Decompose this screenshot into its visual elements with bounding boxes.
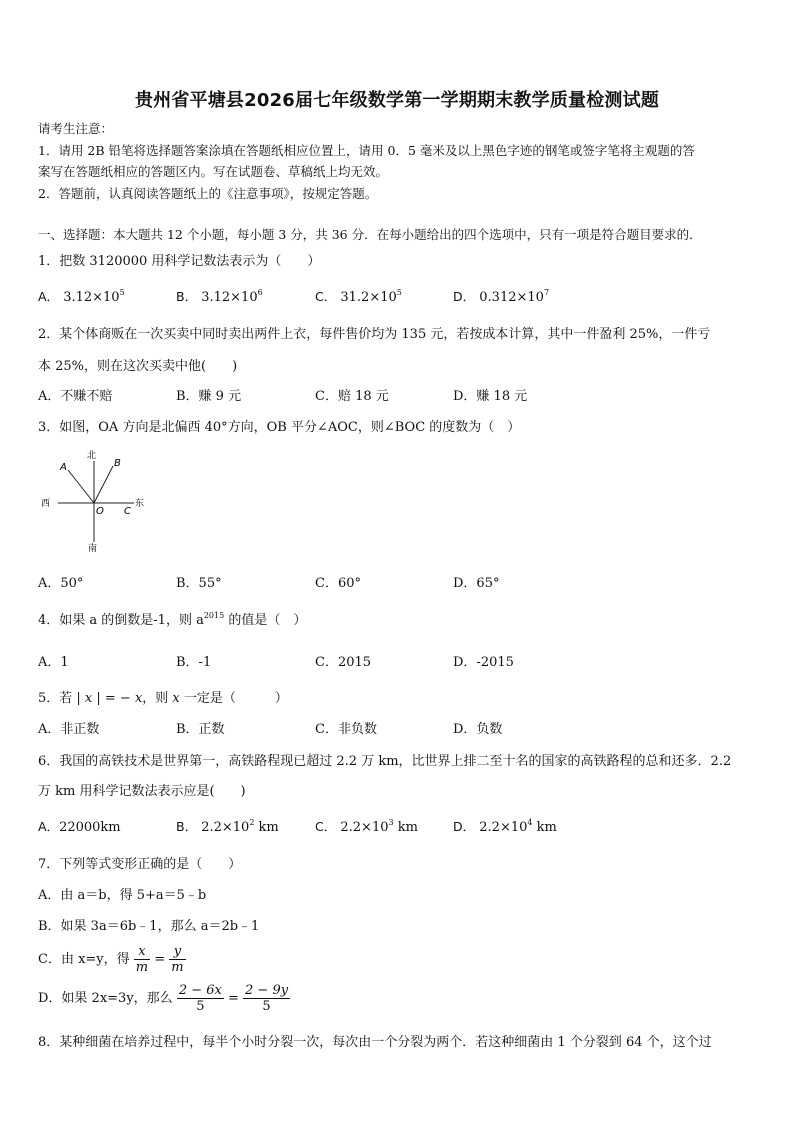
question-3-option-d: D．65° <box>453 576 500 591</box>
notice-item-1-line-1: 1．请用 2B 铅笔将选择题答案涂填在答题纸相应位置上，请用 0．5 毫米及以上黑色字迹的钢笔或签字笔将主观题的答 <box>38 143 695 158</box>
option-exponent: 5 <box>119 288 125 297</box>
question-5-option-c: C．非负数 <box>315 722 377 737</box>
ray-ob <box>94 466 113 503</box>
option-key: D． <box>453 819 476 834</box>
question-5-stem <box>38 687 288 706</box>
option-exponent: 7 <box>543 288 550 297</box>
point-o-label: O <box>96 506 104 517</box>
question-6-line-1: 6．我国的高铁技术是世界第一，高铁路程现已超过 2.2 万 km，比世界上排二至十名的国家的高铁路程的总和还多．2.2 <box>38 754 732 769</box>
option-key: B． <box>176 819 198 834</box>
option-value: 2.2×10 <box>340 820 389 835</box>
question-1-option-b <box>176 287 263 305</box>
question-6-option-a <box>38 817 121 835</box>
question-5-stem-end: 一定是（ ） <box>179 691 288 706</box>
option-d-text: D．如果 2x=3y，那么 <box>38 991 177 1006</box>
option-value: 2.2×10 <box>201 820 250 835</box>
question-4-option-a: A．1 <box>38 655 69 670</box>
question-8-line-1: 8．某种细菌在培养过程中，每半个小时分裂一次，每次由一个分裂为两个．若这种细菌由 1 个分裂到 64 个，这个过 <box>38 1035 712 1050</box>
question-1-stem: 1．把数 3120000 用科学记数法表示为（ ） <box>38 254 321 269</box>
question-1-option-c <box>315 287 402 305</box>
question-6-option-d <box>453 817 557 835</box>
question-4-stem-start: 4．如果 a 的倒数是-1，则 a <box>38 613 204 628</box>
question-5-stem-middle: ，则 <box>142 691 173 706</box>
question-3-option-c: C．60° <box>315 576 361 591</box>
question-7-option-b: B．如果 3a＝6b﹣1，那么 a＝2b﹣1 <box>38 919 260 934</box>
option-unit: km <box>254 820 279 835</box>
numerator: 2 − 9y <box>245 983 289 998</box>
north-label: 北 <box>87 451 97 461</box>
option-key: A． <box>38 289 60 304</box>
question-5-option-d: D．负数 <box>453 722 503 737</box>
option-key: D． <box>453 289 476 304</box>
question-6-option-c <box>315 817 418 835</box>
south-label: 南 <box>88 544 98 554</box>
question-4-option-d: D．-2015 <box>453 655 514 670</box>
question-2-line-1: 2．某个体商贩在一次买卖中同时卖出两件上衣，每件售价均为 135 元，若按成本计算，其中一件盈利 25%，一件亏 <box>38 327 711 342</box>
option-key: C． <box>315 819 337 834</box>
numerator: x <box>134 944 150 960</box>
question-2-option-c: C．赔 18 元 <box>315 389 389 404</box>
section-heading: 一、选择题：本大题共 12 个小题，每小题 3 分，共 36 分．在每小题给出的四个选项中，只有一项是符合题目要求的． <box>38 227 702 242</box>
option-value: 3.12×10 <box>201 290 258 305</box>
option-exponent: 4 <box>527 818 533 827</box>
question-7-option-c: C．由 x=y，得 $\frac{x}{m}$ = $\frac{y}{m}$ <box>38 944 184 975</box>
option-exponent: 2 <box>249 818 255 827</box>
option-value: 3.12×10 <box>63 290 120 305</box>
point-a-label: A <box>60 462 67 473</box>
point-b-label: B <box>114 458 121 469</box>
option-key: C． <box>315 289 337 304</box>
fraction-left <box>177 983 224 1014</box>
denominator: m <box>171 960 184 975</box>
option-key: B． <box>176 289 198 304</box>
option-exponent: 6 <box>257 288 263 297</box>
question-5-equation: | x | = − x <box>76 691 143 706</box>
question-4-exponent: 2015 <box>203 611 225 620</box>
question-2-option-a: A．不赚不赔 <box>38 389 113 404</box>
notice-item-1-line-2: 案写在答题纸相应的答题区内。写在试题卷、草稿纸上均无效。 <box>38 164 389 179</box>
question-4-option-c: C．2015 <box>315 655 372 670</box>
question-2-option-d: D．赚 18 元 <box>453 389 528 404</box>
question-5-stem-start: 5．若 <box>38 691 77 706</box>
question-1-option-d <box>453 287 549 305</box>
question-2-option-b: B．赚 9 元 <box>176 389 242 404</box>
option-unit: km <box>532 820 557 835</box>
question-7-option-d: D．如果 2x=3y，那么 $\frac{2 - 6x}{5}$ = $\frac{2 - 9y}{5}$ <box>38 983 289 1014</box>
question-7-stem: 7．下列等式变形正确的是（ ） <box>38 857 242 872</box>
option-value: 0.312×10 <box>479 290 544 305</box>
denominator: 5 <box>196 999 205 1014</box>
option-exponent: 5 <box>396 288 402 297</box>
denominator: m <box>135 960 149 975</box>
option-value: 22000km <box>59 820 121 835</box>
question-5-option-a: A．非正数 <box>38 722 100 737</box>
notice-item-2: 2．答题前，认真阅读答题纸上的《注意事项》，按规定答题。 <box>38 186 378 201</box>
question-3-stem: 3．如图，OA 方向是北偏西 40°方向，OB 平分∠AOC，则∠BOC 的度数为（ ） <box>38 420 521 435</box>
question-6-line-2: 万 km 用科学记数法表示应是( ) <box>38 784 246 799</box>
question-5-option-b: B．正数 <box>176 722 225 737</box>
ray-oa <box>68 470 94 503</box>
west-label: 西 <box>41 499 51 509</box>
question-4-option-b: B．-1 <box>176 655 212 670</box>
option-value: 2.2×10 <box>479 820 528 835</box>
option-unit: km <box>393 820 418 835</box>
question-2-line-2: 本 25%，则在这次买卖中他( ) <box>38 359 238 374</box>
point-c-label: C <box>124 506 131 517</box>
option-key: A． <box>38 819 60 834</box>
question-3-option-b: B．55° <box>176 576 222 591</box>
option-c-text: C．由 x=y，得 <box>38 952 134 967</box>
direction-figure <box>38 444 158 556</box>
denominator: 5 <box>262 999 271 1014</box>
question-6-option-b <box>176 817 279 835</box>
question-5-variable: x <box>172 691 180 706</box>
notice-heading: 请考生注意： <box>38 121 114 136</box>
question-4-stem <box>38 609 306 628</box>
fraction-x-over-m <box>134 944 150 975</box>
numerator: y <box>169 944 185 960</box>
numerator: 2 − 6x <box>178 983 222 998</box>
east-label: 东 <box>135 499 145 509</box>
question-4-stem-end: 的值是（ ） <box>224 613 307 628</box>
fraction-y-over-m <box>169 944 185 975</box>
option-exponent: 3 <box>388 818 394 827</box>
page-title: 贵州省平塘县2026届七年级数学第一学期期末教学质量检测试题 <box>134 90 660 111</box>
question-1-option-a <box>38 287 125 305</box>
option-value: 31.2×10 <box>340 290 397 305</box>
fraction-right <box>243 983 290 1014</box>
question-7-option-a: A．由 a＝b，得 5+a＝5﹣b <box>38 888 207 903</box>
question-3-option-a: A．50° <box>38 576 84 591</box>
